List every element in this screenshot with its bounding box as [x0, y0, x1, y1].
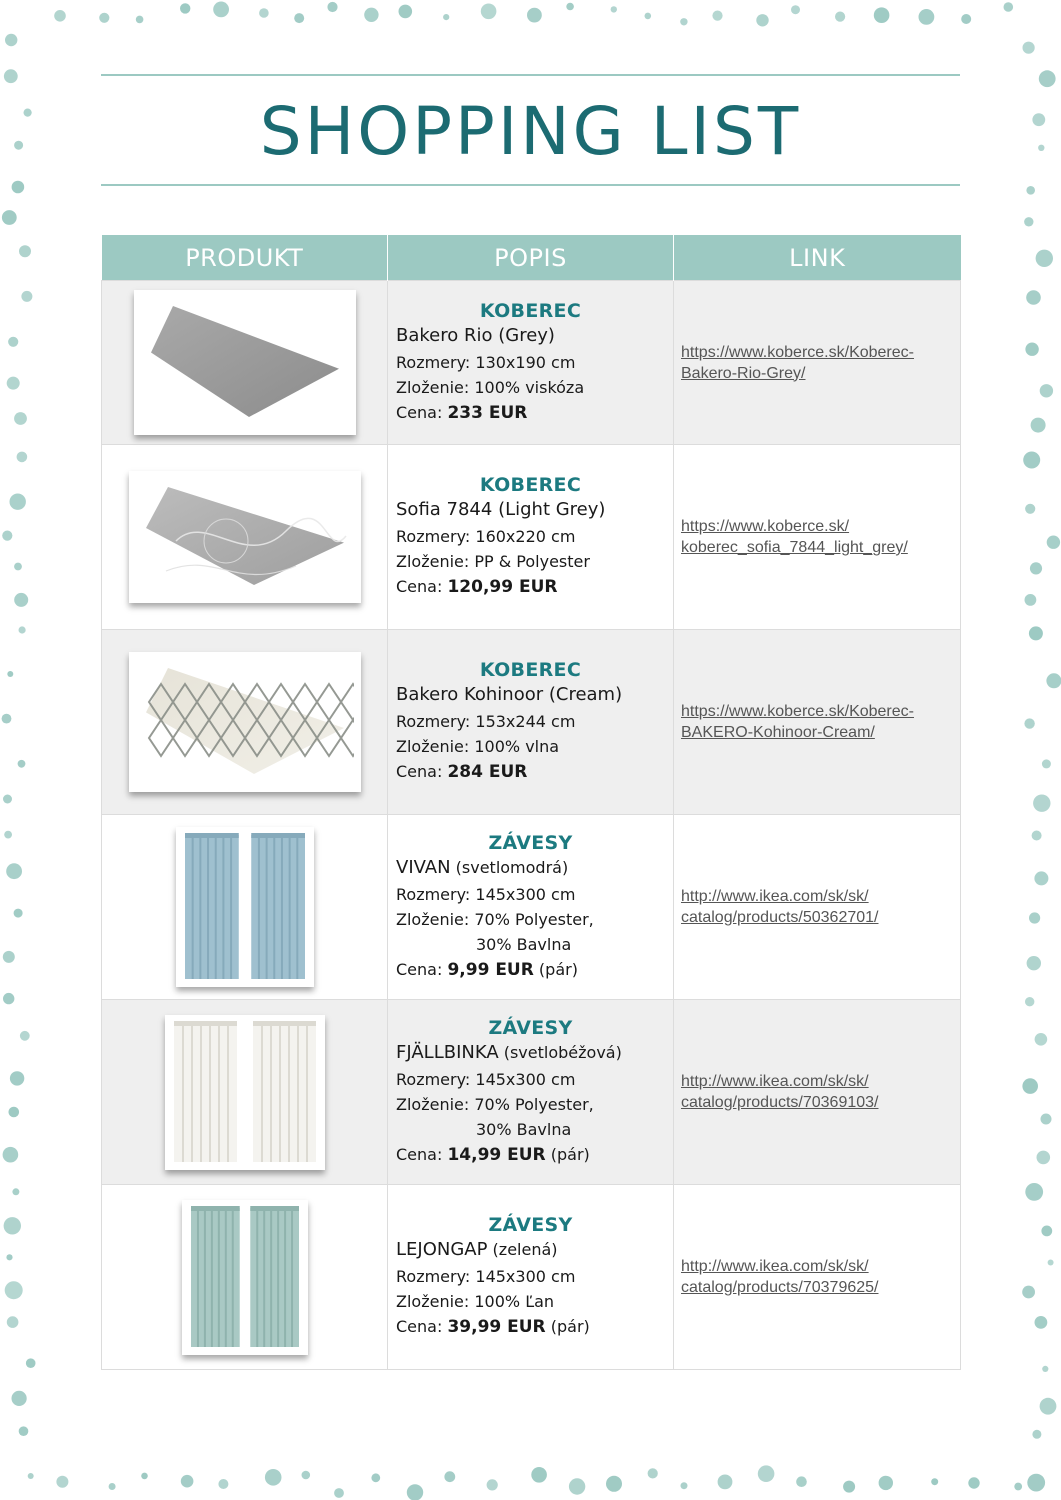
product-cell — [102, 1000, 388, 1185]
category-label: KOBEREC — [479, 474, 582, 496]
description-cell — [388, 815, 674, 1000]
product-image — [182, 1200, 308, 1355]
price-line — [396, 1142, 665, 1168]
product-link[interactable] — [674, 701, 960, 743]
product-image — [129, 471, 361, 603]
dimensions-value: 130x190 cm — [475, 352, 576, 372]
product-name-main: Bakero Kohinoor (Cream) — [396, 684, 623, 705]
link-line: BAKERO-Kohinoor-Cream/ — [681, 724, 875, 741]
dimensions-line — [396, 1264, 665, 1289]
category-label: KOBEREC — [479, 299, 582, 322]
product-name-main: VIVAN — [396, 856, 451, 878]
composition-value: 30% Bavlna — [476, 934, 572, 954]
product-name-detail: (Light Grey) — [492, 499, 606, 520]
dimensions-line — [396, 709, 665, 734]
dimensions-label: Rozmery: — [396, 352, 471, 372]
product-name-detail: (svetlomodrá) — [450, 857, 569, 877]
link-line: catalog/products/70369103/ — [681, 1094, 879, 1111]
link-line: http://www.ikea.com/sk/sk/ — [681, 1258, 869, 1275]
link-line: Bakero-Rio-Grey/ — [681, 364, 806, 382]
dimensions-value: 145x300 cm — [475, 884, 576, 904]
dimensions-line — [396, 350, 665, 375]
table-header-row — [102, 235, 961, 281]
link-line: http://www.ikea.com/sk/sk/ — [681, 1073, 869, 1090]
price-line — [396, 1314, 665, 1340]
composition-line — [396, 1092, 665, 1117]
price-line — [396, 574, 665, 600]
category-label: ZÁVESY — [488, 831, 573, 854]
dimensions-value: 153x244 cm — [475, 712, 576, 731]
price-note: (pár) — [533, 959, 578, 979]
link-line: koberec_sofia_7844_light_grey/ — [681, 539, 908, 556]
product-image — [129, 652, 361, 792]
price-label: Cena: — [396, 577, 443, 596]
price-label: Cena: — [396, 402, 443, 422]
link-cell — [674, 1000, 961, 1185]
product-name-detail: (zelená) — [487, 1240, 558, 1259]
description-cell — [388, 1000, 674, 1185]
link-line: https://www.koberce.sk/Koberec- — [681, 703, 914, 720]
composition-value: 70% Polyester, — [474, 1094, 594, 1114]
price-value: 120,99 EUR — [447, 577, 558, 597]
product-name — [396, 857, 665, 878]
composition-label: Zloženie: — [396, 909, 470, 929]
dimensions-value: 160x220 cm — [475, 527, 576, 546]
composition-label: Zloženie: — [396, 552, 470, 571]
dimensions-label: Rozmery: — [396, 712, 471, 731]
product-cell — [102, 815, 388, 1000]
price-label: Cena: — [396, 762, 443, 781]
category-label: ZÁVESY — [488, 1214, 573, 1236]
link-cell — [674, 281, 961, 445]
page-title: SHOPPING LIST — [259, 93, 802, 170]
product-name — [396, 684, 665, 705]
table-row — [102, 1000, 961, 1185]
composition-value: 100% Ľan — [474, 1292, 555, 1311]
table-row — [102, 630, 961, 815]
product-name — [396, 499, 665, 520]
composition-line — [396, 734, 665, 759]
title-rule-bottom — [101, 184, 960, 186]
price-line — [396, 957, 665, 983]
header-product: PRODUKT — [102, 235, 388, 281]
composition-value: 100% vlna — [474, 737, 560, 756]
composition-label: Zloženie: — [396, 1094, 470, 1114]
price-note: (pár) — [545, 1144, 590, 1164]
product-name — [396, 325, 665, 346]
link-line: catalog/products/50362701/ — [681, 909, 879, 926]
title-rule-top — [101, 74, 960, 76]
link-line: https://www.koberce.sk/Koberec- — [681, 343, 914, 361]
product-link[interactable] — [674, 886, 960, 928]
product-name — [396, 1042, 665, 1063]
product-link[interactable] — [674, 1256, 960, 1298]
price-value: 284 EUR — [447, 762, 528, 782]
header-link: LINK — [674, 235, 961, 281]
dimensions-value: 145x300 cm — [475, 1267, 576, 1286]
price-value: 14,99 EUR — [447, 1144, 546, 1165]
link-line: catalog/products/70379625/ — [681, 1279, 879, 1296]
shopping-table — [101, 235, 961, 1370]
product-image — [176, 827, 314, 987]
composition-label: Zloženie: — [396, 377, 470, 397]
composition-line — [396, 375, 665, 400]
product-name-main: LEJONGAP — [396, 1239, 488, 1260]
link-cell — [674, 630, 961, 815]
product-name-main: Bakero Rio (Grey) — [396, 324, 555, 346]
description-cell — [388, 630, 674, 815]
composition-line — [396, 1289, 665, 1314]
price-line — [396, 400, 665, 426]
table-row — [102, 1185, 961, 1370]
composition-label: Zloženie: — [396, 1292, 470, 1311]
table-row — [102, 815, 961, 1000]
product-link[interactable] — [674, 516, 960, 558]
dimensions-label: Rozmery: — [396, 1069, 471, 1089]
dimensions-line — [396, 1067, 665, 1092]
link-cell — [674, 815, 961, 1000]
composition-value: PP & Polyester — [474, 552, 590, 571]
link-line: https://www.koberce.sk/ — [681, 518, 850, 535]
table-row — [102, 281, 961, 445]
price-line — [396, 759, 665, 785]
product-image — [165, 1015, 325, 1170]
category-label: KOBEREC — [479, 659, 582, 681]
dimensions-line — [396, 524, 665, 549]
price-note: (pár) — [545, 1317, 590, 1336]
composition-value: 100% viskóza — [474, 377, 585, 397]
dimensions-label: Rozmery: — [396, 1267, 471, 1286]
product-name-main: FJÄLLBINKA — [396, 1041, 499, 1063]
composition-line — [396, 907, 665, 932]
price-value: 9,99 EUR — [447, 959, 534, 980]
composition-line — [396, 1117, 665, 1142]
product-image — [134, 290, 356, 435]
product-link[interactable] — [674, 1071, 960, 1113]
description-cell — [388, 1185, 674, 1370]
dimensions-line — [396, 882, 665, 907]
dimensions-label: Rozmery: — [396, 527, 471, 546]
product-cell — [102, 281, 388, 445]
description-cell — [388, 445, 674, 630]
header-description: POPIS — [388, 235, 674, 281]
description-cell — [388, 281, 674, 445]
category-label: ZÁVESY — [488, 1016, 573, 1039]
product-name-detail: (svetlobéžová) — [498, 1042, 622, 1062]
product-name-main: Sofia 7844 — [396, 499, 493, 520]
composition-label: Zloženie: — [396, 737, 470, 756]
link-cell — [674, 1185, 961, 1370]
product-cell — [102, 630, 388, 815]
dimensions-label: Rozmery: — [396, 884, 471, 904]
composition-line — [396, 932, 665, 957]
price-label: Cena: — [396, 1144, 443, 1164]
link-line: http://www.ikea.com/sk/sk/ — [681, 888, 869, 905]
price-value: 233 EUR — [447, 402, 528, 423]
table-row — [102, 445, 961, 630]
composition-value: 70% Polyester, — [474, 909, 594, 929]
product-cell — [102, 1185, 388, 1370]
composition-line — [396, 549, 665, 574]
product-name — [396, 1239, 665, 1260]
product-link[interactable] — [674, 342, 960, 384]
composition-value: 30% Bavlna — [476, 1119, 572, 1139]
price-value: 39,99 EUR — [447, 1317, 546, 1337]
link-cell — [674, 445, 961, 630]
dimensions-value: 145x300 cm — [475, 1069, 576, 1089]
product-cell — [102, 445, 388, 630]
price-label: Cena: — [396, 959, 443, 979]
price-label: Cena: — [396, 1317, 443, 1336]
